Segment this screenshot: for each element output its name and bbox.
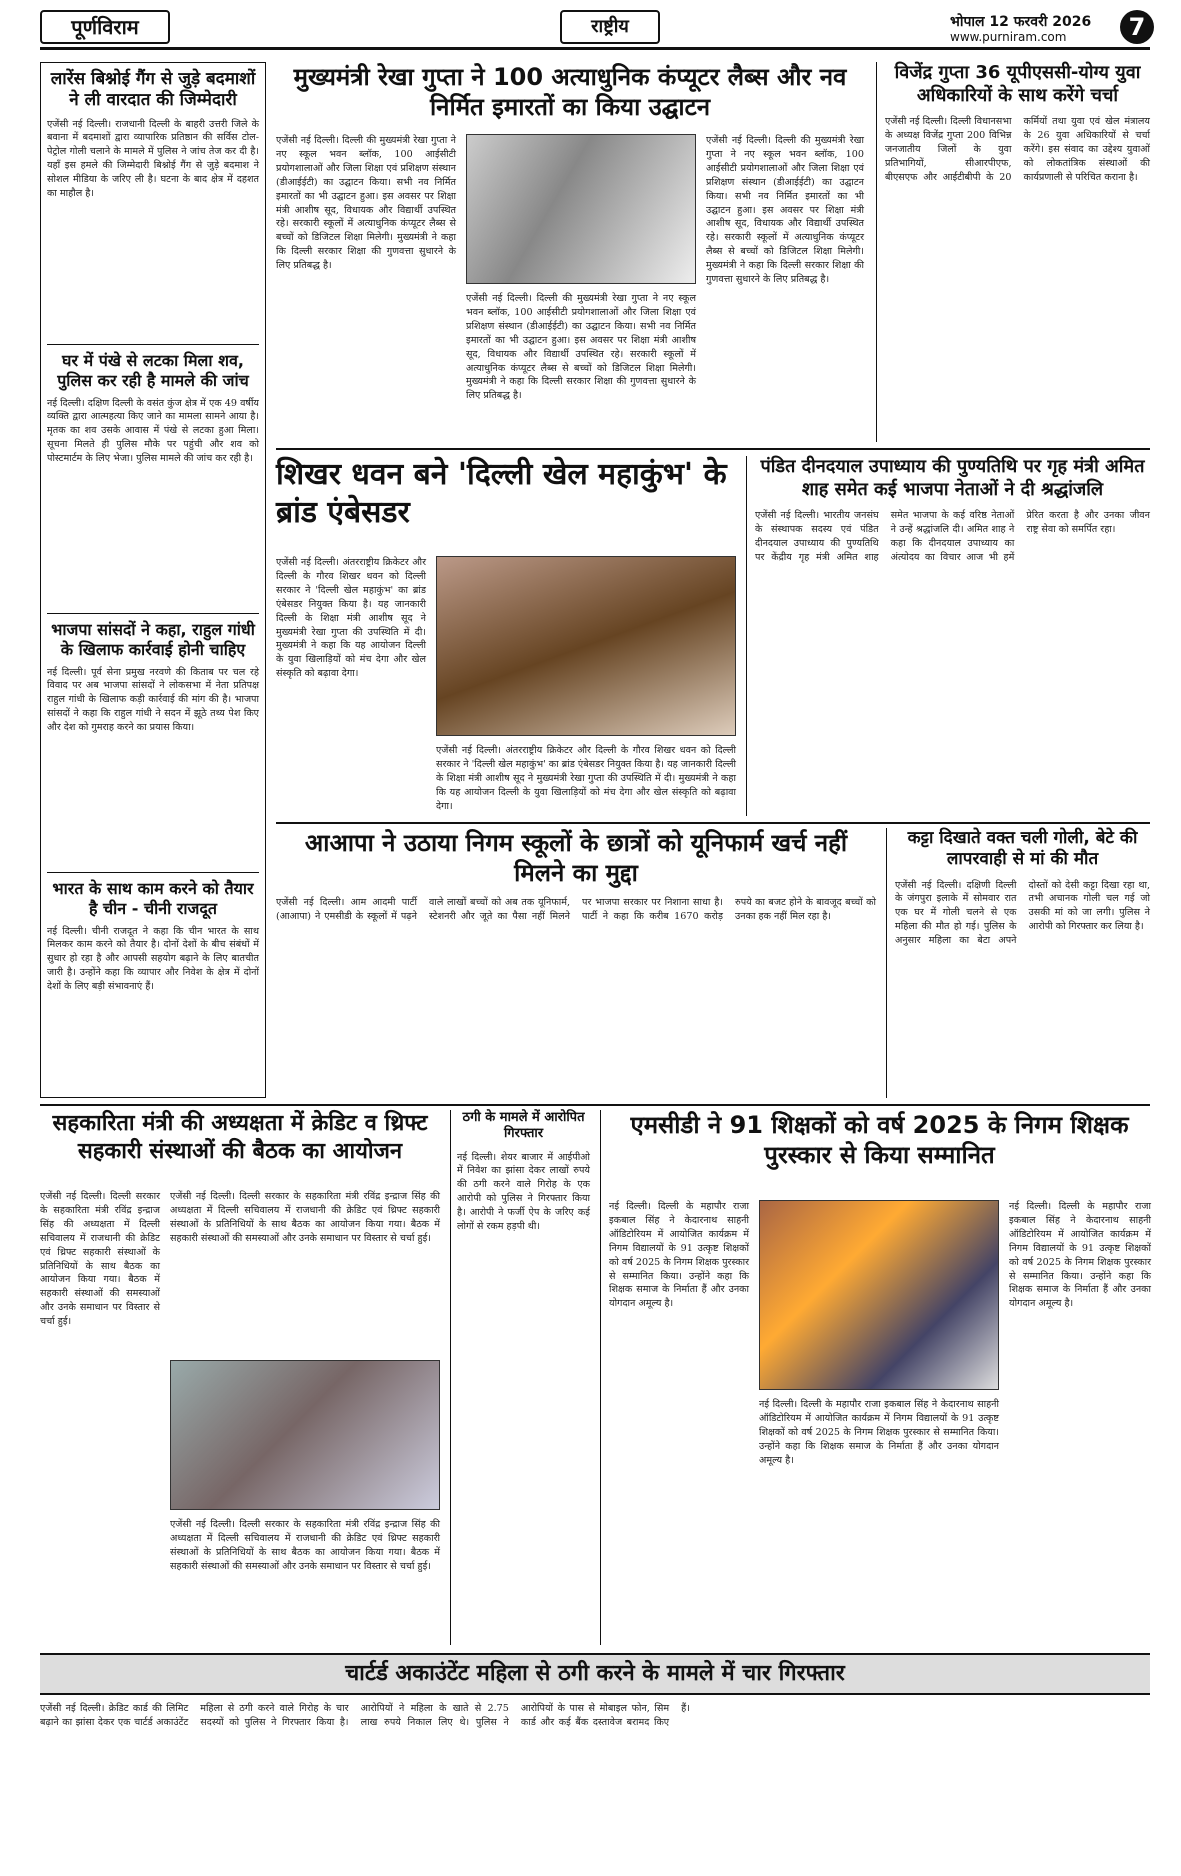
headline-china[interactable]: भारत के साथ काम करने को तैयार है चीन - चीनी राजदूत <box>52 878 254 918</box>
headline-coop[interactable]: सहकारिता मंत्री की अध्यक्षता में क्रेडिट व थ्रिफ्ट सहकारी संस्थाओं की बैठक का आयोजन <box>52 1111 428 1164</box>
story-shot: एजेंसी नई दिल्ली। दक्षिणी दिल्ली के जंगपुरा इलाके में सोमवार रात एक घर में गोली चलने से एक महिला की मौत हो गई। पुलिस के अनुसार महिला का बेटा अपने दोस्तों को देसी कट्टा दिखा रहा था, तभी अचानक गोली चल गई जो उसकी मां को जा लगी। पुलिस ने आरोपी को गिरफ्तार कर लिया है। <box>895 879 1150 947</box>
dhawan-story <box>276 456 736 816</box>
story-upadhyay: एजेंसी नई दिल्ली। भारतीय जनसंघ के संस्थापक सदस्य एवं पंडित दीनदयाल उपाध्याय की पुण्यतिथि पर केंद्रीय गृह मंत्री अमित शाह समेत भाजपा के कई वरिष्ठ नेताओं ने उन्हें श्रद्धांजलि दी। अमित शाह ने कहा कि दीनदयाल उपाध्याय का अंत्योदय का विचार आज भी हमें प्रेरित करता है और उनका जीवन राष्ट्र सेवा को समर्पित रहा। <box>755 510 1150 563</box>
story-china: नई दिल्ली। चीनी राजदूत ने कहा कि चीन भारत के साथ मिलकर काम करने को तैयार है। दोनों देशों के बीच संबंधों में सुधार हो रहा है और आपसी सहयोग बढ़ाने के लिए बातचीत जारी है। उन्होंने कहा कि व्यापार और निवेश के क्षेत्र में दोनों देशों के लिए बड़ी संभावनाएं हैं। <box>47 925 259 993</box>
fraud-story <box>450 1110 590 1645</box>
upadhyay-story <box>746 456 1150 816</box>
story-coop-c: एजेंसी नई दिल्ली। दिल्ली सरकार के सहकारिता मंत्री रविंद्र इन्द्राज सिंह की अध्यक्षता में दिल्ली सचिवालय में राजधानी की क्रेडिट एवं थ्रिफ्ट सहकारी संस्थाओं के प्रतिनिधियों के साथ बैठक का आयोजन किया गया। बैठक में सहकारी संस्थाओं की समस्याओं और उनके समाधान पर विस्तार से चर्चा हुई। <box>170 1519 440 1572</box>
story-mcd-b: नई दिल्ली। दिल्ली के महापौर राजा इकबाल सिंह ने केदारनाथ साहनी ऑडिटोरियम में आयोजित कार्यक्रम में निगम विद्यालयों के 91 उत्कृष्ट शिक्षकों को वर्ष 2025 के निगम शिक्षक पुरस्कार से सम्मानित किया। उन्होंने कहा कि शिक्षक समाज के निर्माता हैं और उनका योगदान अमूल्य है। <box>759 1399 999 1466</box>
lead-body-c: एजेंसी नई दिल्ली। दिल्ली की मुख्यमंत्री रेखा गुप्ता ने नए स्कूल भवन ब्लॉक, 100 आईसीटी प्रयोगशालाओं और जिला शिक्षा एवं प्रशिक्षण संस्थान (डीआईईटी) का उद्घाटन किया। सभी नव निर्मित इमारतों का भी उद्घाटन हुआ। इस अवसर पर शिक्षा मंत्री आशीष सूद, विधायक और विद्यार्थी उपस्थित रहे। सरकारी स्कूलों में अत्याधुनिक कंप्यूटर लैब्स से बच्चों को डिजिटल शिक्षा मिलेगी। मुख्यमंत्री ने कहा कि दिल्ली सरकार शिक्षा की गुणवत्ता सुधारने के लिए प्रतिबद्ध है। <box>706 135 864 286</box>
headline-rahul[interactable]: भाजपा सांसदों ने कहा, राहुल गांधी के खिलाफ कार्रवाई होनी चाहिए <box>51 619 255 659</box>
dhawan-photo[interactable] <box>436 556 736 736</box>
story-aap: एजेंसी नई दिल्ली। आम आदमी पार्टी (आआपा) ने एमसीडी के स्कूलों में पढ़ने वाले लाखों बच्चों को अब तक यूनिफार्म, स्टेशनरी और जूते का पैसा नहीं मिलने पर भाजपा सरकार पर निशाना साधा है। पार्टी ने कहा कि करीब 1670 करोड़ रुपये का बजट होने के बावजूद बच्चों को उनका हक नहीं मिल रहा है। <box>276 897 876 922</box>
headline-fan-body[interactable]: घर में पंखे से लटका मिला शव, पुलिस कर रही है मामले की जांच <box>57 350 249 390</box>
mcd-story <box>600 1110 1150 1645</box>
right-top-story <box>876 62 1150 442</box>
story-dhawan-a: एजेंसी नई दिल्ली। अंतरराष्ट्रीय क्रिकेटर और दिल्ली के गौरव शिखर धवन को दिल्ली सरकार ने 'दिल्ली खेल महाकुंभ' का ब्रांड एंबेसडर नियुक्त किया है। यह जानकारी दिल्ली के शिक्षा मंत्री आशीष सूद ने मुख्यमंत्री रेखा गुप्ता की उपस्थिति में दी। मुख्यमंत्री ने कहा कि यह आयोजन दिल्ली के युवा खिलाड़ियों को मंच देगा और खेल संस्कृति को बढ़ावा देगा। <box>276 557 426 680</box>
bottom-banner <box>40 1653 1150 1695</box>
story-fraud: नई दिल्ली। शेयर बाजार में आईपीओ में निवेश का झांसा देकर लाखों रुपये की ठगी करने वाले गिरोह के एक आरोपी को पुलिस ने गिरफ्तार किया है। आरोपी ने फर्जी ऐप के जरिए कई लोगों से रकम हड़पी थी। <box>457 1151 590 1233</box>
website-url[interactable]: www.purniram.com <box>950 30 1067 44</box>
headline-shot[interactable]: कट्टा दिखाते वक्त चली गोली, बेटे की लापरवाही से मां की मौत <box>907 828 1138 870</box>
mcd-photo[interactable] <box>759 1200 999 1390</box>
coop-photo[interactable] <box>170 1360 440 1510</box>
headline-ca-fraud[interactable]: चार्टर्ड अकाउंटेंट महिला से ठगी करने के मामले में चार गिरफ्तार <box>345 1661 845 1686</box>
dateline: भोपाल 12 फरवरी 2026 <box>950 14 1092 30</box>
newspaper-logo[interactable]: पूर्णविराम <box>40 10 170 44</box>
shot-story <box>886 828 1150 1098</box>
lead-photo[interactable] <box>466 134 696 284</box>
story-coop-a: एजेंसी नई दिल्ली। दिल्ली सरकार के सहकारिता मंत्री रविंद्र इन्द्राज सिंह की अध्यक्षता में दिल्ली सचिवालय में राजधानी की क्रेडिट एवं थ्रिफ्ट सहकारी संस्थाओं के प्रतिनिधियों के साथ बैठक का आयोजन किया गया। बैठक में सहकारी संस्थाओं की समस्याओं और उनके समाधान पर विस्तार से चर्चा हुई। <box>40 1191 160 1328</box>
headline-vijender[interactable]: विजेंद्र गुप्ता 36 यूपीएससी-योग्य युवा अधिकारियों के साथ करेंगे चर्चा <box>894 62 1141 106</box>
page-number: 7 <box>1120 10 1154 44</box>
headline-mcd[interactable]: एमसीडी ने 91 शिक्षकों को वर्ष 2025 के निगम शिक्षक पुरस्कार से किया सम्मानित <box>630 1111 1129 1169</box>
headline-aap[interactable]: आआपा ने उठाया निगम स्कूलों के छात्रों को यूनिफार्म खर्च नहीं मिलने का मुद्दा <box>304 829 848 887</box>
headline-dhawan[interactable]: शिखर धवन बने 'दिल्ली खेल महाकुंभ' के ब्रांड एंबेसडर <box>276 457 727 530</box>
story-ca-fraud: एजेंसी नई दिल्ली। क्रेडिट कार्ड की लिमिट बढ़ाने का झांसा देकर एक चार्टर्ड अकाउंटेंट महिला से ठगी करने वाले गिरोह के चार सदस्यों को पुलिस ने गिरफ्तार किया है। आरोपियों ने महिला के खाते से 2.75 लाख रुपये निकाल लिए थे। पुलिस ने आरोपियों के पास से मोबाइल फोन, सिम कार्ड और कई बैंक दस्तावेज बरामद किए हैं। <box>40 1703 690 1728</box>
story-vijender: एजेंसी नई दिल्ली। दिल्ली विधानसभा के अध्यक्ष विजेंद्र गुप्ता 200 विभिन्न जनजातीय जिलों के युवा प्रतिभागियों, सीआरपीएफ, बीएसएफ और आईटीबीपी के 20 कर्मियों तथा युवा एवं खेल मंत्रालय के 26 युवा अधिकारियों से चर्चा करेंगे। इस संवाद का उद्देश्य युवाओं को लोकतांत्रिक संस्थाओं की कार्यप्रणाली से परिचित कराना है। <box>885 116 1150 183</box>
section-label: राष्ट्रीय <box>560 10 660 44</box>
story-coop-b: एजेंसी नई दिल्ली। दिल्ली सरकार के सहकारिता मंत्री रविंद्र इन्द्राज सिंह की अध्यक्षता में दिल्ली सचिवालय में राजधानी की क्रेडिट एवं थ्रिफ्ट सहकारी संस्थाओं के प्रतिनिधियों के साथ बैठक का आयोजन किया गया। बैठक में सहकारी संस्थाओं की समस्याओं और उनके समाधान पर विस्तार से चर्चा हुई। <box>170 1191 440 1244</box>
lead-headline[interactable]: मुख्यमंत्री रेखा गुप्ता ने 100 अत्याधुनिक कंप्यूटर लैब्स और नव निर्मित इमारतों का किया उद्घाटन <box>293 63 847 121</box>
headline-upadhyay[interactable]: पंडित दीनदयाल उपाध्याय की पुण्यतिथि पर गृह मंत्री अमित शाह समेत कई भाजपा नेताओं ने दी श्रद्धांजलि <box>760 456 1145 500</box>
aap-story <box>276 828 876 1098</box>
story-mcd-c: नई दिल्ली। दिल्ली के महापौर राजा इकबाल सिंह ने केदारनाथ साहनी ऑडिटोरियम में आयोजित कार्यक्रम में निगम विद्यालयों के 91 उत्कृष्ट शिक्षकों को वर्ष 2025 के निगम शिक्षक पुरस्कार से सम्मानित किया। उन्होंने कहा कि शिक्षक समाज के निर्माता हैं और उनका योगदान अमूल्य है। <box>1009 1201 1151 1310</box>
story-fan-body: नई दिल्ली। दक्षिण दिल्ली के वसंत कुंज क्षेत्र में एक 49 वर्षीय व्यक्ति द्वारा आत्महत्या किए जाने का मामला सामने आया है। मृतक का शव उसके आवास में पंखे से लटका हुआ मिला। सूचना मिलते ही पुलिस मौके पर पहुंची और शव को पोस्टमार्टम के लिए भेजा। पुलिस मामले की जांच कर रही है। <box>47 397 259 465</box>
story-bishnoi: एजेंसी नई दिल्ली। राजधानी दिल्ली के बाहरी उत्तरी जिले के बवाना में बदमाशों द्वारा व्यापारिक प्रतिष्ठान की सर्विस टोल-पेट्रोल गोली चलाने के मामले में पुलिस ने जांच तेज कर दी है। यहाँ इस हमले की जिम्मेदारी बिश्नोई गैंग से जुड़े बदमाश ने सोशल मीडिया के जरिए ली है। घटना के बाद क्षेत्र में दहशत का माहौल है। <box>47 118 259 200</box>
masthead <box>40 10 1150 50</box>
coop-story <box>40 1110 440 1645</box>
lead-body-a: एजेंसी नई दिल्ली। दिल्ली की मुख्यमंत्री रेखा गुप्ता ने नए स्कूल भवन ब्लॉक, 100 आईसीटी प्रयोगशालाओं और जिला शिक्षा एवं प्रशिक्षण संस्थान (डीआईईटी) का उद्घाटन किया। सभी नव निर्मित इमारतों का भी उद्घाटन हुआ। इस अवसर पर शिक्षा मंत्री आशीष सूद, विधायक और विद्यार्थी उपस्थित रहे। सरकारी स्कूलों में अत्याधुनिक कंप्यूटर लैब्स से बच्चों को डिजिटल शिक्षा मिलेगी। मुख्यमंत्री ने कहा कि दिल्ली सरकार शिक्षा की गुणवत्ता सुधारने के लिए प्रतिबद्ध है। <box>276 135 456 272</box>
lead-story <box>276 62 864 442</box>
story-mcd-a: नई दिल्ली। दिल्ली के महापौर राजा इकबाल सिंह ने केदारनाथ साहनी ऑडिटोरियम में आयोजित कार्यक्रम में निगम विद्यालयों के 91 उत्कृष्ट शिक्षकों को वर्ष 2025 के निगम शिक्षक पुरस्कार से सम्मानित किया। उन्होंने कहा कि शिक्षक समाज के निर्माता हैं और उनका योगदान अमूल्य है। <box>609 1201 749 1310</box>
story-dhawan-b: एजेंसी नई दिल्ली। अंतरराष्ट्रीय क्रिकेटर और दिल्ली के गौरव शिखर धवन को दिल्ली सरकार ने 'दिल्ली खेल महाकुंभ' का ब्रांड एंबेसडर नियुक्त किया है। यह जानकारी दिल्ली के शिक्षा मंत्री आशीष सूद ने मुख्यमंत्री रेखा गुप्ता की उपस्थिति में दी। मुख्यमंत्री ने कहा कि यह आयोजन दिल्ली के युवा खिलाड़ियों को मंच देगा और खेल संस्कृति को बढ़ावा देगा। <box>436 745 736 812</box>
story-rahul: नई दिल्ली। पूर्व सेना प्रमुख नरवणे की किताब पर चल रहे विवाद पर अब भाजपा सांसदों ने लोकसभा में नेता प्रतिपक्ष राहुल गांधी के खिलाफ कड़ी कार्रवाई की मांग की है। भाजपा सांसदों ने कहा कि राहुल गांधी ने सदन में झूठे तथ्य पेश किए और देश को गुमराह करने का प्रयास किया। <box>47 666 259 734</box>
lead-body-b: एजेंसी नई दिल्ली। दिल्ली की मुख्यमंत्री रेखा गुप्ता ने नए स्कूल भवन ब्लॉक, 100 आईसीटी प्रयोगशालाओं और जिला शिक्षा एवं प्रशिक्षण संस्थान (डीआईईटी) का उद्घाटन किया। सभी नव निर्मित इमारतों का भी उद्घाटन हुआ। इस अवसर पर शिक्षा मंत्री आशीष सूद, विधायक और विद्यार्थी उपस्थित रहे। सरकारी स्कूलों में अत्याधुनिक कंप्यूटर लैब्स से बच्चों को डिजिटल शिक्षा मिलेगी। मुख्यमंत्री ने कहा कि दिल्ली सरकार शिक्षा की गुणवत्ता सुधारने के लिए प्रतिबद्ध है। <box>466 293 696 402</box>
headline-bishnoi[interactable]: लारेंस बिश्नोई गैंग से जुड़े बदमाशों ने ली वारदात की जिम्मेदारी <box>50 69 256 111</box>
headline-fraud[interactable]: ठगी के मामले में आरोपित गिरफ्तार <box>462 1110 585 1142</box>
left-column <box>40 62 266 1098</box>
